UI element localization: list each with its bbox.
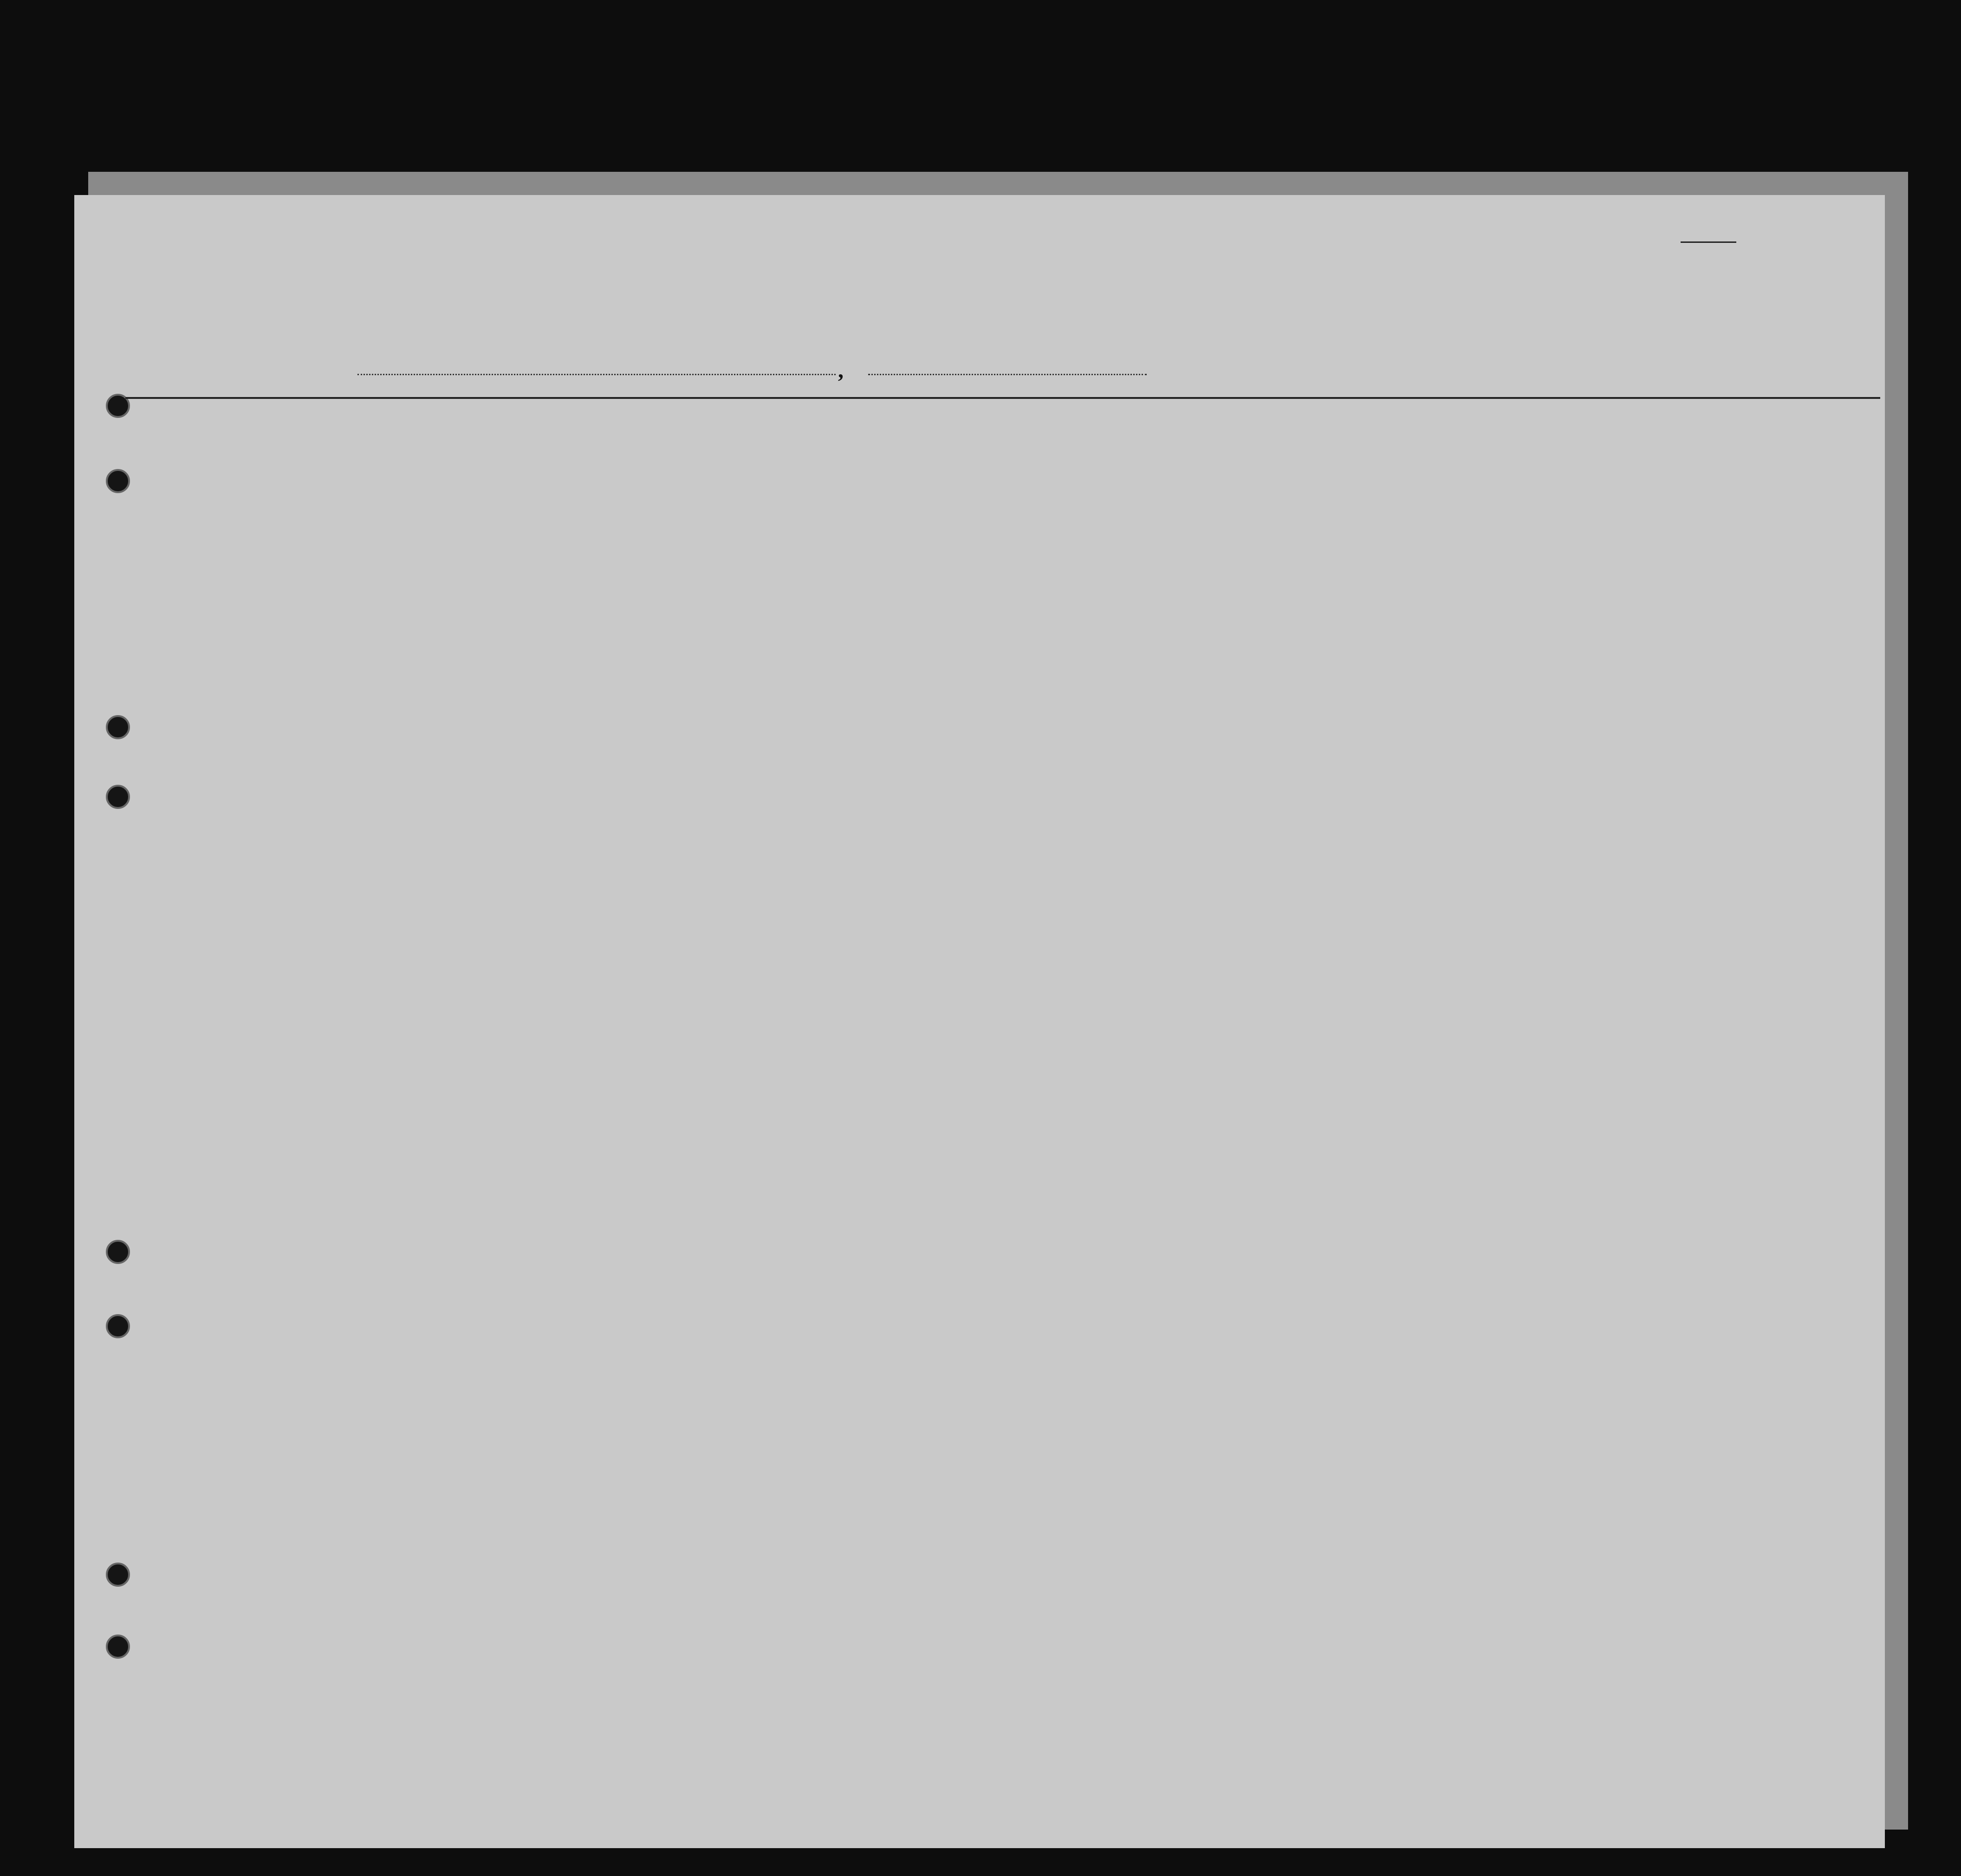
header-return-country [1099, 450, 1134, 557]
header-length-time [1151, 450, 1175, 557]
header-inches [1583, 515, 1597, 557]
header-possession [701, 439, 724, 557]
port-comma: , [838, 358, 844, 383]
header-contract [1370, 441, 1397, 557]
header-anarchist [1296, 441, 1315, 557]
header-citizen [1207, 450, 1233, 557]
header-polygamist [1268, 441, 1287, 557]
header-feet [1565, 520, 1579, 557]
header-overthrow [1318, 441, 1360, 557]
header-ticket [584, 439, 607, 557]
header-deported [1411, 441, 1430, 557]
header-prison [1239, 441, 1262, 557]
